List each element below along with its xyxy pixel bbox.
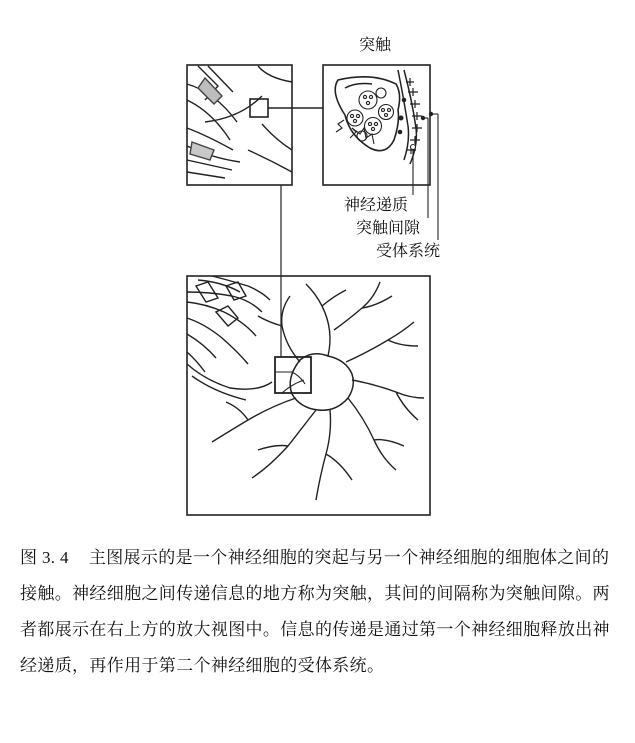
figure-caption <box>20 540 620 684</box>
synaptic-cleft-label: 突触间隙 <box>356 218 421 237</box>
receptor-system-label: 受体系统 <box>376 241 441 260</box>
neurotransmitter-label: 神经递质 <box>344 195 409 214</box>
caption-text: 主图展示的是一个神经细胞的突起与另一个神经细胞的细胞体之间的接触。神经细胞之间传递信息的地方称为突触，其间的间隔称为突触间隙。两者都展示在右上方的放大视图中。信息的传递是通过第一个神经细胞释放出神经递质，再作用于第二个神经细胞的受体系统。 <box>20 548 610 676</box>
synapse-label: 突触 <box>359 35 392 54</box>
axon-closeup-panel <box>187 65 292 185</box>
figure-number: 图 3. 4 <box>20 548 69 567</box>
neuron-main-panel <box>187 276 430 515</box>
